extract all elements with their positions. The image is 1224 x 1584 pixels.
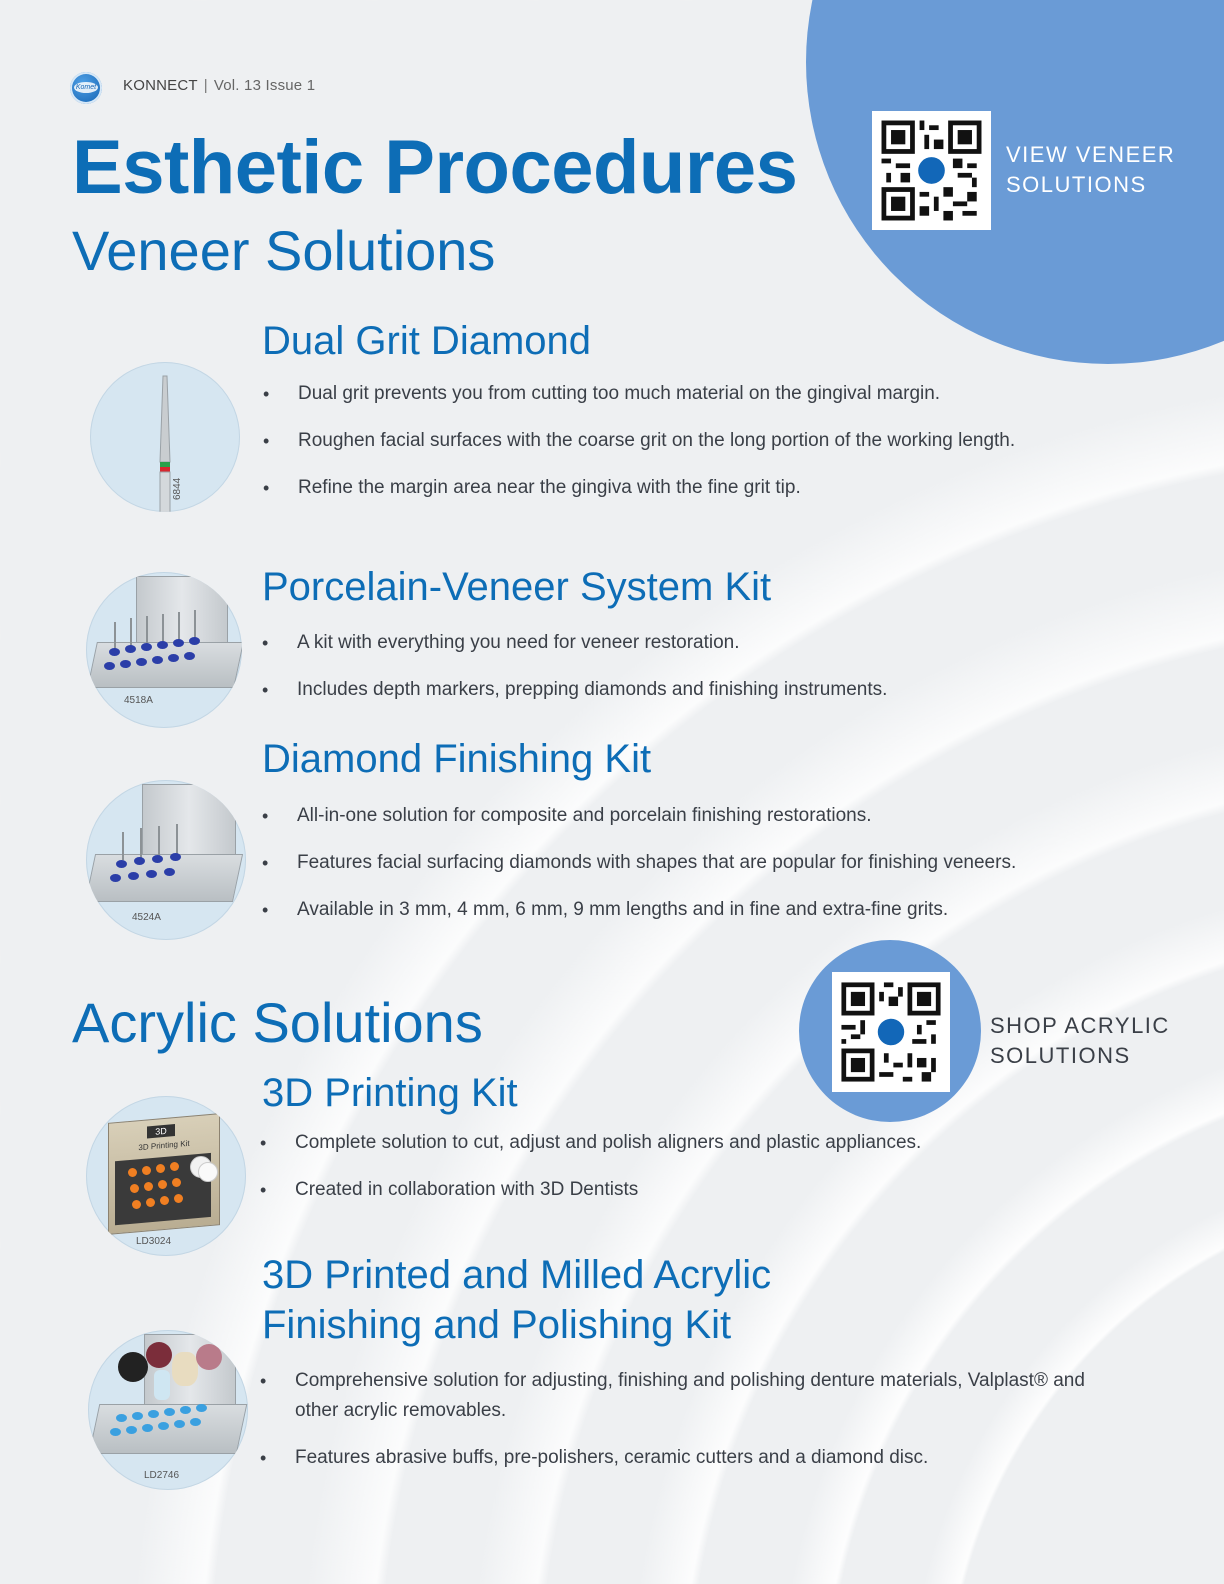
list-item: • Created in collaboration with 3D Dentists [260, 1175, 1120, 1205]
qr-code-icon [872, 111, 991, 230]
qr-label-line: SOLUTIONS [990, 1043, 1131, 1068]
product-title-porcelain-veneer-kit: Porcelain-Veneer System Kit [262, 565, 772, 609]
list-item: • Includes depth markers, prepping diamonds and finishing instruments. [262, 675, 1122, 705]
bullet-list-diamond-finishing-kit [262, 801, 1122, 942]
product-image-LD3024 [86, 1096, 246, 1256]
publication-name: KONNECT [123, 77, 198, 94]
product-image-4518A [86, 572, 242, 728]
bullet-list-acrylic-polishing-kit [260, 1366, 1120, 1490]
product-title-acrylic-polishing-kit [262, 1250, 771, 1350]
list-item: • A kit with everything you need for veneer restoration. [262, 628, 1122, 658]
masthead-separator: | [203, 77, 208, 94]
list-item: • Complete solution to cut, adjust and polish aligners and plastic appliances. [260, 1128, 1120, 1158]
product-image-6844 [90, 362, 240, 512]
product-title-line: 3D Printed and Milled Acrylic [262, 1253, 772, 1297]
product-code: LD2746 [144, 1470, 180, 1481]
list-item: • Comprehensive solution for adjusting, finishing and polishing denture materials, Valplast® and other acrylic removables. [260, 1366, 1120, 1426]
qr-label-line: SOLUTIONS [1006, 172, 1147, 197]
product-code: LD3024 [136, 1236, 172, 1247]
shop-acrylic-solutions-link[interactable] [990, 1011, 1170, 1071]
box-label-text: 3D Printing Kit [138, 1138, 190, 1153]
acrylic-section-heading: Acrylic Solutions [72, 991, 483, 1054]
product-code: 4518A [124, 695, 153, 706]
product-title-dual-grit-diamond: Dual Grit Diamond [262, 319, 592, 363]
product-title-diamond-finishing-kit: Diamond Finishing Kit [262, 737, 652, 781]
qr-label-line: SHOP ACRYLIC [990, 1013, 1170, 1038]
acrylic-qr-code[interactable] [832, 972, 950, 1092]
masthead [123, 77, 315, 94]
list-item: • Refine the margin area near the gingiva with the fine grit tip. [263, 473, 1123, 503]
list-item: • Roughen facial surfaces with the coarse grit on the long portion of the working length. [263, 426, 1123, 456]
list-item: • Dual grit prevents you from cutting too much material on the gingival margin. [263, 379, 1123, 409]
list-item: • Available in 3 mm, 4 mm, 6 mm, 9 mm lengths and in fine and extra-fine grits. [262, 895, 1122, 925]
veneer-qr-code[interactable] [872, 111, 991, 230]
bullet-list-dual-grit [263, 379, 1123, 520]
list-item: • Features facial surfacing diamonds with shapes that are popular for finishing veneers. [262, 848, 1122, 878]
bullet-list-porcelain-kit [262, 628, 1122, 722]
issue-volume: Vol. 13 Issue 1 [213, 77, 316, 94]
product-title-line: Finishing and Polishing Kit [262, 1303, 732, 1347]
bullet-list-3d-printing-kit [260, 1128, 1120, 1222]
veneer-section-heading: Veneer Solutions [72, 219, 496, 282]
product-code: 6844 [172, 477, 183, 500]
product-code: 4524A [132, 912, 161, 923]
list-item: • All-in-one solution for composite and porcelain finishing restorations. [262, 801, 1122, 831]
view-veneer-solutions-link[interactable] [1006, 140, 1175, 200]
product-image-LD2746 [88, 1330, 248, 1490]
diamond-bur-illustration [90, 362, 240, 512]
product-title-3d-printing-kit: 3D Printing Kit [262, 1071, 518, 1115]
product-image-4524A [86, 780, 246, 940]
komet-logo-icon: Komet [70, 72, 102, 104]
box-label-logo: 3D [147, 1124, 175, 1138]
qr-code-icon [832, 972, 950, 1092]
page-title: Esthetic Procedures [72, 125, 798, 210]
qr-label-line: VIEW VENEER [1006, 142, 1176, 167]
list-item: • Features abrasive buffs, pre-polishers, ceramic cutters and a diamond disc. [260, 1443, 1120, 1473]
